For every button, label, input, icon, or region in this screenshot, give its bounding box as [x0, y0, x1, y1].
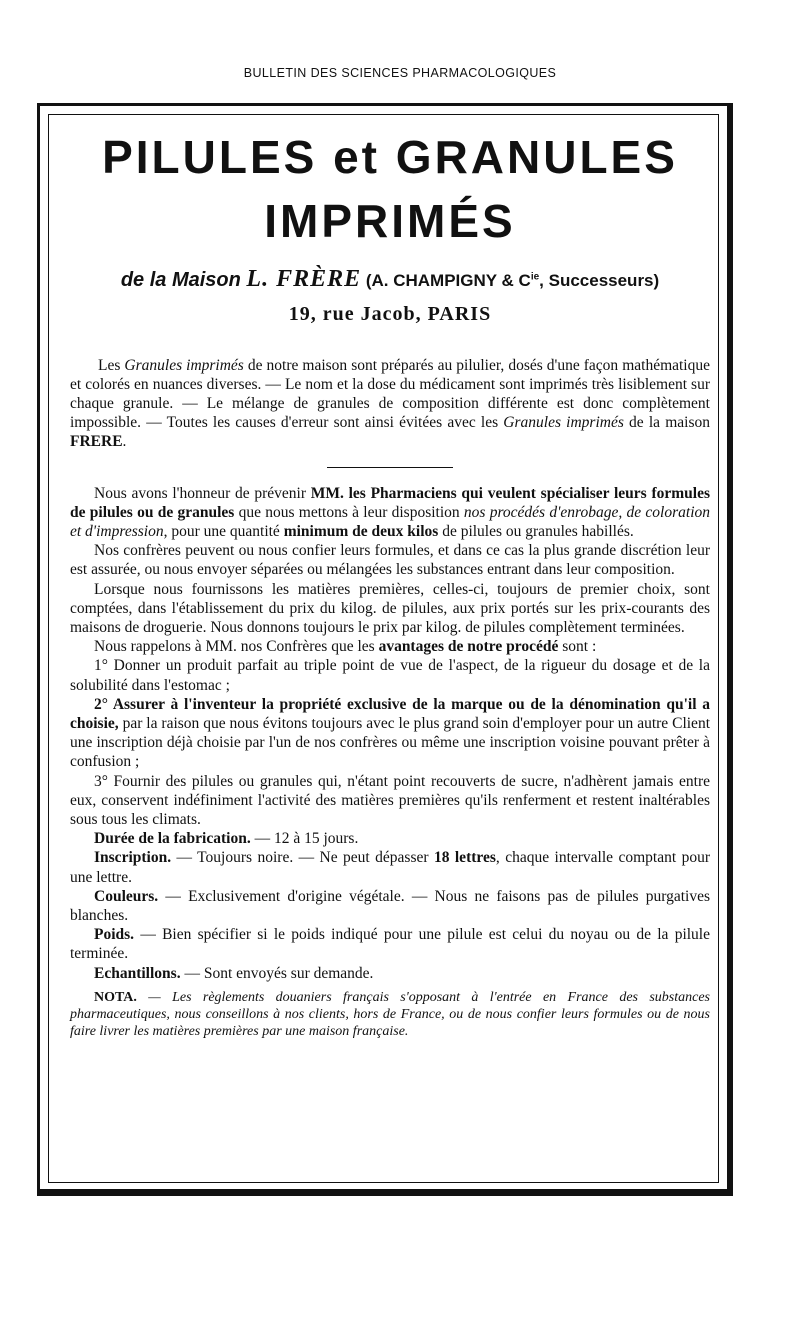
inscription-bold: 18 lettres [433, 849, 496, 867]
p1-bold: MM. les Pharmaciens qui veulent spécialiser leurs formules de pilules ou de granules [70, 484, 710, 521]
p1-text: , pour une quantité [163, 522, 284, 540]
p1-bold: minimum de deux kilos [283, 522, 439, 540]
duree-label: Durée de la fabrication. [94, 830, 251, 848]
advertisement-content [70, 128, 710, 1054]
intro-italic: Granules imprimés [503, 414, 624, 431]
address: 19, rue Jacob, PARIS [288, 303, 492, 325]
couleurs-label: Couleurs. [94, 887, 159, 905]
intro-italic: Granules imprimés [124, 357, 244, 374]
running-head: BULLETIN DES SCIENCES PHARMACOLOGIQUES [243, 66, 557, 80]
intro-text: Les [98, 357, 125, 374]
advantage-item-3: 3° Fournir des pilules ou granules qui, n'étant point recouverts de sucre, n'adhèrent jamais entre eux, conservent indéfiniment l'activité des matières premières qu'ils renferment et restent inaltérables sous tous les climats. [70, 772, 710, 828]
maison-prefix: de la Maison [120, 269, 247, 291]
duree-line [70, 829, 710, 848]
p4-text: sont : [558, 638, 597, 656]
p1-text: de pilules ou granules habillés. [438, 522, 634, 540]
separator-rule [327, 467, 453, 468]
paragraph-confreres: Nos confrères peuvent ou nous confier leurs formules, et dans ce cas la plus grande discrétion leur est assurée, ou nous envoyer séparées ou mélangées les substances entrant dans leur composition. [70, 542, 710, 579]
poids-label: Poids. [94, 926, 135, 944]
advantage-item-2 [70, 695, 710, 772]
maison-line [70, 266, 710, 293]
echantillons-label: Echantillons. [94, 964, 181, 982]
duree-text: — 12 à 15 jours. [250, 830, 359, 848]
inscription-text: — Toujours noire. — Ne peut dépasser [171, 849, 434, 867]
advantage-item-1: 1° Donner un produit parfait au triple point de vue de l'aspect, de la rigueur du dosage et de la solubilité dans l'estomac ; [70, 657, 710, 694]
intro-text: de notre maison sont préparés au pilulier, dosés d'une façon mathématique et colorés en nuances diverses. — Le nom et la dose du médicament sont imprimés très lisiblement sur chaque granule. — Le mélange de granules de composition différente est donc complètement impossible. — Toutes les causes d'erreur sont ainsi évitées avec les [70, 357, 710, 431]
item2-bold: 2° Assurer à l'inventeur la propriété exclusive de la marque ou de la dénomination qu'il a choisie, [70, 695, 710, 732]
title-line-2: IMPRIMÉS [264, 195, 516, 247]
inscription-label: Inscription. [94, 849, 172, 867]
item2-text: par la raison que nous évitons toujours avec le plus grand soin d'employer pour un autre Client une inscription déjà choisie par l'un de nos confrères ou même une inscription voisine pouvant prêter à confusion ; [70, 714, 710, 771]
paragraph-avantages [70, 637, 710, 656]
poids-text: — Bien spécifier si le poids indiqué pour une pilule est celui du noyau ou de la pilule terminée. [70, 926, 710, 963]
successors-post: , Successeurs) [539, 271, 660, 290]
intro-text: . [122, 433, 127, 450]
maison-successors [361, 271, 659, 290]
echantillons-text: — Sont envoyés sur demande. [180, 964, 374, 982]
successors-sup: ie [530, 271, 540, 283]
p1-text: que nous mettons à leur disposition [234, 503, 464, 521]
intro-paragraph [70, 356, 710, 451]
nota-text: — Les règlements douaniers français s'opposant à l'entrée en France des substances pharmaceutiques, nous conseillons à nos clients, hors de France, ou de nous confier leurs formules ou de nous faire livrer les matières premières par une maison française. [70, 989, 710, 1039]
p4-text: Nous rappelons à MM. nos Confrères que les [94, 638, 379, 656]
inscription-line [70, 848, 710, 886]
intro-bold: FRERE [70, 433, 123, 450]
couleurs-text: — Exclusivement d'origine végétale. — Nous ne faisons pas de pilules purgatives blanches. [70, 887, 710, 924]
title-line-1: PILULES et GRANULES [102, 131, 678, 183]
p1-text: Nous avons l'honneur de prévenir [94, 484, 311, 502]
maison-name: L. FRÈRE [246, 266, 362, 292]
poids-line [70, 925, 710, 963]
echantillons-line [70, 964, 710, 983]
inscription-text: , chaque intervalle comptant pour une lettre. [70, 849, 710, 886]
nota-paragraph [70, 989, 710, 1040]
successors-pre: (A. CHAMPIGNY & C [361, 271, 531, 290]
paragraph-pharmaciens [70, 484, 710, 542]
paragraph-matieres: Lorsque nous fournissons les matières premières, celles-ci, toujours de premier choix, sont comptées, dans l'établissement du prix du kilog. de pilules, aux prix portés sur les prix-courants des maisons de droguerie. Nous donnons toujours le prix par kilog. de pilules complètement terminées. [70, 580, 710, 636]
p1-italic: nos procédés d'enrobage, de coloration et d'impression [70, 503, 710, 540]
p4-bold: avantages de notre procédé [378, 638, 559, 656]
nota-label: NOTA. [94, 989, 137, 1005]
couleurs-line [70, 887, 710, 925]
intro-text: de la maison [623, 414, 710, 431]
